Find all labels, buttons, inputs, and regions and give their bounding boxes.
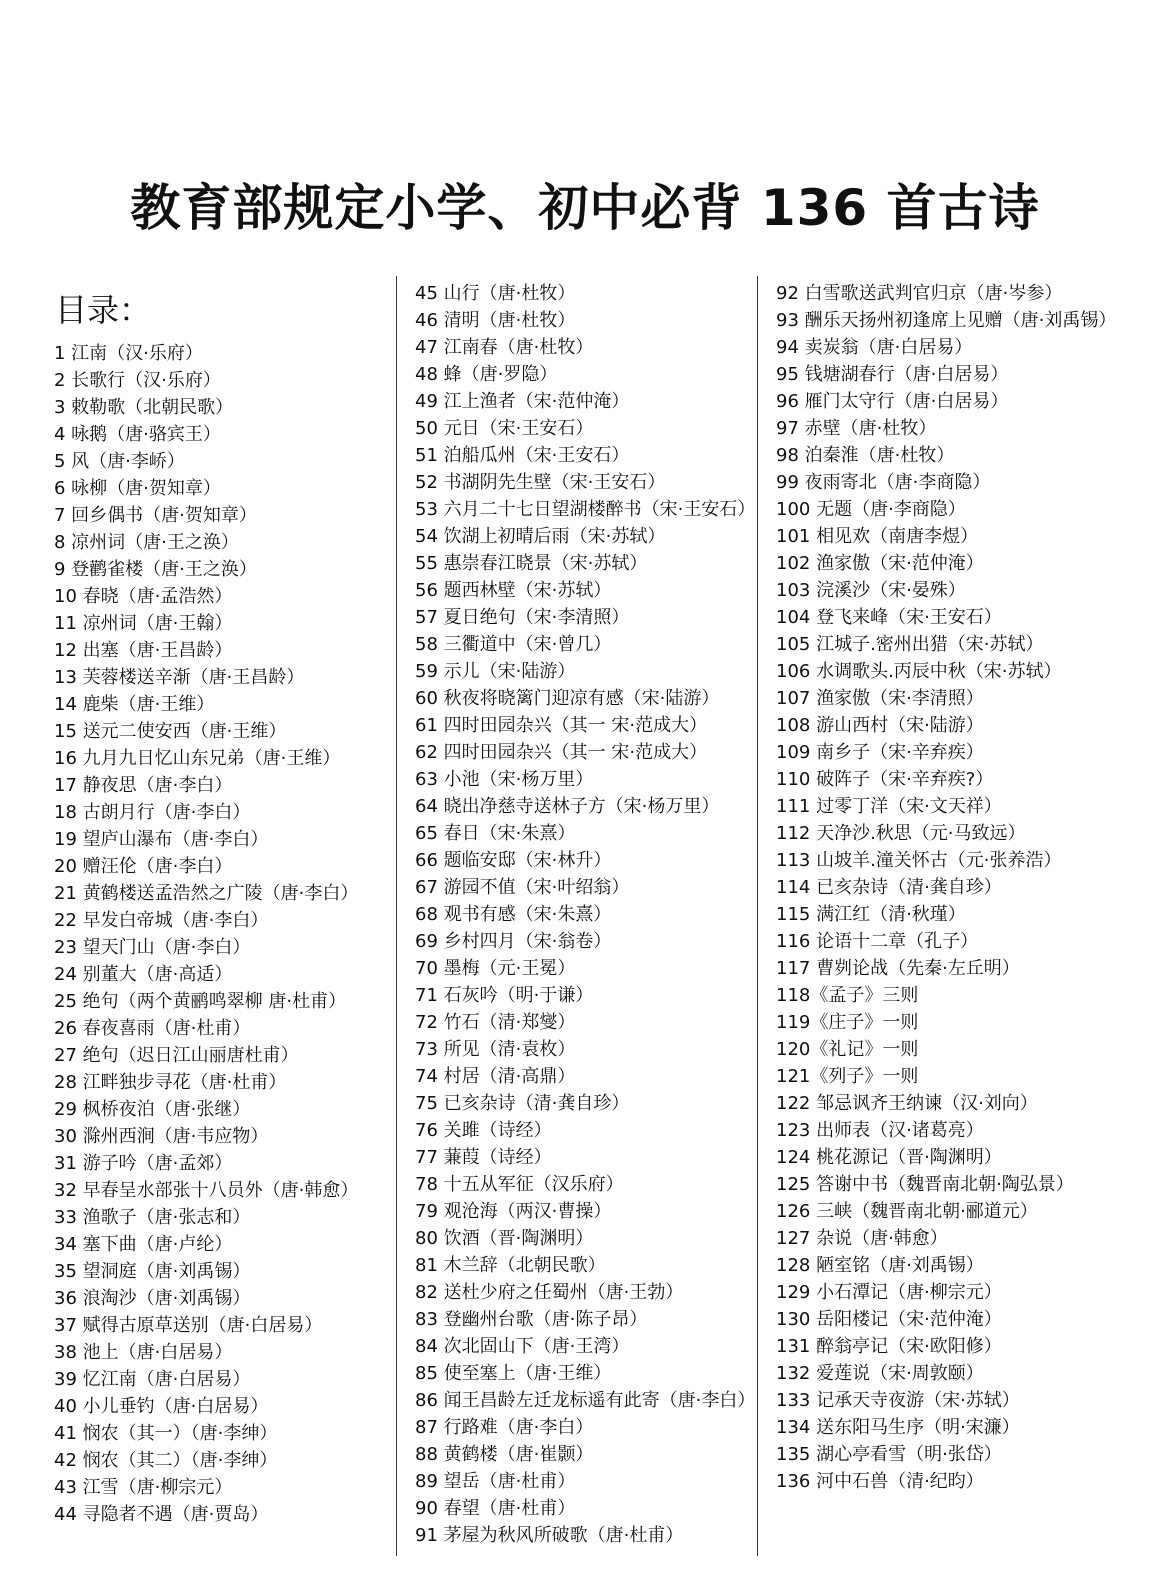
poem-list-item: 87 行路难（唐·李白） [415, 1417, 594, 1438]
poem-list-item: 84 次北固山下（唐·王湾） [415, 1336, 630, 1357]
poem-list-item: 124 桃花源记（晋·陶渊明） [776, 1147, 1002, 1168]
poem-list-item: 79 观沧海（两汉·曹操） [415, 1201, 612, 1222]
poem-list-item: 35 望洞庭（唐·刘禹锡） [54, 1261, 251, 1282]
poem-list-item: 119《庄子》一则 [776, 1012, 919, 1033]
poem-list-item: 117 曹刿论战（先秦·左丘明） [776, 958, 1020, 979]
poem-list-item: 83 登幽州台歌（唐·陈子昂） [415, 1309, 648, 1330]
poem-list-item: 49 江上渔者（宋·范仲淹） [415, 391, 630, 412]
poem-list-item: 8 凉州词（唐·王之涣） [54, 532, 239, 553]
poem-list-item: 1 江南（汉·乐府） [54, 343, 203, 364]
poem-list-item: 70 墨梅（元·王冕） [415, 958, 576, 979]
poem-list-item: 60 秋夜将晓篱门迎凉有感（宋·陆游） [415, 688, 720, 709]
poem-list-item: 71 石灰吟（明·于谦） [415, 985, 594, 1006]
poem-list-item: 103 浣溪沙（宋·晏殊） [776, 580, 966, 601]
poem-list-item: 118《孟子》三则 [776, 985, 919, 1006]
poem-list-item: 125 答谢中书（魏晋南北朝·陶弘景） [776, 1174, 1074, 1195]
poem-list-item: 136 河中石兽（清·纪昀） [776, 1471, 984, 1492]
toc-heading: 目录： [55, 291, 152, 329]
poem-list-item: 130 岳阳楼记（宋·范仲淹） [776, 1309, 1002, 1330]
poem-list-item: 12 出塞（唐·王昌龄） [54, 640, 233, 661]
poem-list-item: 43 江雪（唐·柳宗元） [54, 1477, 233, 1498]
poem-list-item: 135 湖心亭看雪（明·张岱） [776, 1444, 1002, 1465]
poem-list-column-1 [54, 340, 358, 1528]
poem-list-item: 27 绝句（迟日江山丽唐杜甫） [54, 1045, 299, 1066]
poem-list-item: 81 木兰辞（北朝民歌） [415, 1255, 606, 1276]
poem-list-item: 11 凉州词（唐·王翰） [54, 613, 233, 634]
poem-list-item: 38 池上（唐·白居易） [54, 1342, 233, 1363]
poem-list-item: 31 游子吟（唐·孟郊） [54, 1153, 233, 1174]
poem-list-item: 15 送元二使安西（唐·王维） [54, 721, 287, 742]
poem-list-item: 74 村居（清·高鼎） [415, 1066, 576, 1087]
poem-list-item: 28 江畔独步寻花（唐·杜甫） [54, 1072, 287, 1093]
poem-list-item: 131 醉翁亭记（宋·欧阳修） [776, 1336, 1002, 1357]
poem-list-item: 94 卖炭翁（唐·白居易） [776, 337, 973, 358]
poem-list-item: 58 三衢道中（宋·曾几） [415, 634, 612, 655]
poem-list-item: 36 浪淘沙（唐·刘禹锡） [54, 1288, 251, 1309]
poem-list-item: 96 雁门太守行（唐·白居易） [776, 391, 1009, 412]
poem-list-item: 7 回乡偶书（唐·贺知章） [54, 505, 257, 526]
poem-list-item: 3 敕勒歌（北朝民歌） [54, 397, 234, 418]
poem-list-item: 72 竹石（清·郑燮） [415, 1012, 576, 1033]
poem-list-item: 105 江城子.密州出猎（宋·苏轼） [776, 634, 1044, 655]
poem-list-item: 16 九月九日忆山东兄弟（唐·王维） [54, 748, 341, 769]
poem-list-item: 128 陋室铭（唐·刘禹锡） [776, 1255, 984, 1276]
poem-list-item: 90 春望（唐·杜甫） [415, 1498, 576, 1519]
poem-list-item: 127 杂说（唐·韩愈） [776, 1228, 948, 1249]
poem-list-item: 56 题西林壁（宋·苏轼） [415, 580, 612, 601]
poem-list-item: 114 已亥杂诗（清·龚自珍） [776, 877, 1002, 898]
column-divider [757, 276, 758, 1556]
poem-list-item: 122 邹忌讽齐王纳谏（汉·刘向） [776, 1093, 1038, 1114]
poem-list-item: 6 咏柳（唐·贺知章） [54, 478, 221, 499]
poem-list-item: 34 塞下曲（唐·卢纶） [54, 1234, 233, 1255]
poem-list-item: 126 三峡（魏晋南北朝·郦道元） [776, 1201, 1038, 1222]
poem-list-item: 32 早春呈水部张十八员外（唐·韩愈） [54, 1180, 359, 1201]
poem-list-item: 51 泊船瓜州（宋·王安石） [415, 445, 630, 466]
poem-list-item: 33 渔歌子（唐·张志和） [54, 1207, 251, 1228]
poem-list-item: 82 送杜少府之任蜀州（唐·王勃） [415, 1282, 684, 1303]
poem-list-item: 50 元日（宋·王安石） [415, 418, 594, 439]
poem-list-item: 53 六月二十七日望湖楼醉书（宋·王安石） [415, 499, 756, 520]
poem-list-item: 121《列子》一则 [776, 1066, 919, 1087]
poem-list-item: 30 滁州西涧（唐·韦应物） [54, 1126, 269, 1147]
poem-list-item: 45 山行（唐·杜牧） [415, 283, 576, 304]
poem-list-item: 17 静夜思（唐·李白） [54, 775, 233, 796]
poem-list-item: 78 十五从军征（汉乐府） [415, 1174, 624, 1195]
poem-list-item: 47 江南春（唐·杜牧） [415, 337, 594, 358]
poem-list-column-3 [776, 280, 1116, 1495]
poem-list-item: 9 登鹳雀楼（唐·王之涣） [54, 559, 257, 580]
poem-list-item: 97 赤壁（唐·杜牧） [776, 418, 937, 439]
poem-list-item: 52 书湖阴先生壁（宋·王安石） [415, 472, 666, 493]
poem-list-item: 95 钱塘湖春行（唐·白居易） [776, 364, 1009, 385]
poem-list-item: 66 题临安邸（宋·林升） [415, 850, 612, 871]
poem-list-item: 55 惠崇春江晓景（宋·苏轼） [415, 553, 648, 574]
poem-list-item: 37 赋得古原草送别（唐·白居易） [54, 1315, 323, 1336]
poem-list-item: 92 白雪歌送武判官归京（唐·岑参） [776, 283, 1063, 304]
poem-list-item: 134 送东阳马生序（明·宋濂） [776, 1417, 1020, 1438]
poem-list-item: 20 赠汪伦（唐·李白） [54, 856, 233, 877]
poem-list-item: 2 长歌行（汉·乐府） [54, 370, 221, 391]
poem-list-item: 113 山坡羊.潼关怀古（元·张养浩） [776, 850, 1062, 871]
poem-list-item: 91 茅屋为秋风所破歌（唐·杜甫） [415, 1525, 684, 1546]
poem-list-item: 116 论语十二章（孔子） [776, 931, 979, 952]
poem-list-item: 108 游山西村（宋·陆游） [776, 715, 984, 736]
poem-list-item: 98 泊秦淮（唐·杜牧） [776, 445, 955, 466]
poem-list-item: 48 蜂（唐·罗隐） [415, 364, 558, 385]
poem-list-item: 106 水调歌头.丙辰中秋（宋·苏轼） [776, 661, 1062, 682]
poem-list-item: 61 四时田园杂兴（其一 宋·范成大） [415, 715, 708, 736]
poem-list-item: 75 已亥杂诗（清·龚自珍） [415, 1093, 630, 1114]
poem-list-item: 133 记承天寺夜游（宋·苏轼） [776, 1390, 1020, 1411]
poem-list-item: 57 夏日绝句（宋·李清照） [415, 607, 630, 628]
poem-list-item: 129 小石潭记（唐·柳宗元） [776, 1282, 1002, 1303]
poem-list-item: 112 天净沙.秋思（元·马致远） [776, 823, 1026, 844]
poem-list-item: 99 夜雨寄北（唐·李商隐） [776, 472, 991, 493]
poem-list-item: 69 乡村四月（宋·翁卷） [415, 931, 612, 952]
page-title: 教育部规定小学、初中必背 136 首古诗 [130, 178, 1040, 237]
poem-list-item: 102 渔家傲（宋·范仲淹） [776, 553, 984, 574]
poem-list-item: 54 饮湖上初晴后雨（宋·苏轼） [415, 526, 666, 547]
poem-list-item: 76 关雎（诗经） [415, 1120, 552, 1141]
poem-list-item: 101 相见欢（南唐李煜） [776, 526, 979, 547]
poem-list-item: 13 芙蓉楼送辛渐（唐·王昌龄） [54, 667, 305, 688]
poem-list-item: 39 忆江南（唐·白居易） [54, 1369, 251, 1390]
poem-list-item: 10 春晓（唐·孟浩然） [54, 586, 233, 607]
poem-list-item: 59 示儿（宋·陆游） [415, 661, 576, 682]
poem-list-item: 64 晓出净慈寺送林子方（宋·杨万里） [415, 796, 720, 817]
poem-list-item: 111 过零丁洋（宋·文天祥） [776, 796, 1002, 817]
poem-list-item: 89 望岳（唐·杜甫） [415, 1471, 576, 1492]
poem-list-item: 18 古朗月行（唐·李白） [54, 802, 251, 823]
poem-list-item: 93 酬乐天扬州初逢席上见赠（唐·刘禹锡） [776, 310, 1117, 331]
poem-list-item: 107 渔家傲（宋·李清照） [776, 688, 984, 709]
poem-list-item: 40 小儿垂钓（唐·白居易） [54, 1396, 269, 1417]
poem-list-item: 100 无题（唐·李商隐） [776, 499, 966, 520]
poem-list-item: 62 四时田园杂兴（其一 宋·范成大） [415, 742, 708, 763]
poem-list-item: 65 春日（宋·朱熹） [415, 823, 576, 844]
poem-list-item: 132 爱莲说（宋·周敦颐） [776, 1363, 984, 1384]
poem-list-item: 26 春夜喜雨（唐·杜甫） [54, 1018, 251, 1039]
poem-list-item: 41 悯农（其一）（唐·李绅） [54, 1423, 278, 1444]
poem-list-item: 5 风（唐·李峤） [54, 451, 185, 472]
poem-list-item: 88 黄鹤楼（唐·崔颢） [415, 1444, 594, 1465]
poem-list-item: 46 清明（唐·杜牧） [415, 310, 576, 331]
poem-list-item: 29 枫桥夜泊（唐·张继） [54, 1099, 251, 1120]
poem-list-item: 85 使至塞上（唐·王维） [415, 1363, 612, 1384]
poem-list-item: 4 咏鹅（唐·骆宾王） [54, 424, 221, 445]
poem-list-column-2 [415, 280, 755, 1549]
poem-list-item: 22 早发白帝城（唐·李白） [54, 910, 269, 931]
poem-list-item: 115 满江红（清·秋瑾） [776, 904, 966, 925]
poem-list-item: 120《礼记》一则 [776, 1039, 919, 1060]
poem-list-item: 67 游园不值（宋·叶绍翁） [415, 877, 630, 898]
poem-list-item: 123 出师表（汉·诸葛亮） [776, 1120, 984, 1141]
poem-list-item: 110 破阵子（宋·辛弃疾?） [776, 769, 994, 790]
poem-list-item: 109 南乡子（宋·辛弃疾） [776, 742, 984, 763]
poem-list-item: 63 小池（宋·杨万里） [415, 769, 594, 790]
poem-list-item: 80 饮酒（晋·陶渊明） [415, 1228, 594, 1249]
poem-list-item: 73 所见（清·袁枚） [415, 1039, 576, 1060]
poem-list-item: 68 观书有感（宋·朱熹） [415, 904, 612, 925]
poem-list-item: 77 蒹葭（诗经） [415, 1147, 552, 1168]
poem-list-item: 104 登飞来峰（宋·王安石） [776, 607, 1002, 628]
poem-list-item: 21 黄鹤楼送孟浩然之广陵（唐·李白） [54, 883, 359, 904]
poem-list-item: 19 望庐山瀑布（唐·李白） [54, 829, 269, 850]
poem-list-item: 14 鹿柴（唐·王维） [54, 694, 215, 715]
poem-list-item: 24 别董大（唐·高适） [54, 964, 233, 985]
poem-list-item: 25 绝句（两个黄鹂鸣翠柳 唐·杜甫） [54, 991, 347, 1012]
poem-list-item: 44 寻隐者不遇（唐·贾岛） [54, 1504, 269, 1525]
poem-list-item: 42 悯农（其二）（唐·李绅） [54, 1450, 278, 1471]
column-divider [396, 276, 397, 1556]
poem-list-item: 23 望天门山（唐·李白） [54, 937, 251, 958]
poem-list-item: 86 闻王昌龄左迁龙标遥有此寄（唐·李白） [415, 1390, 756, 1411]
